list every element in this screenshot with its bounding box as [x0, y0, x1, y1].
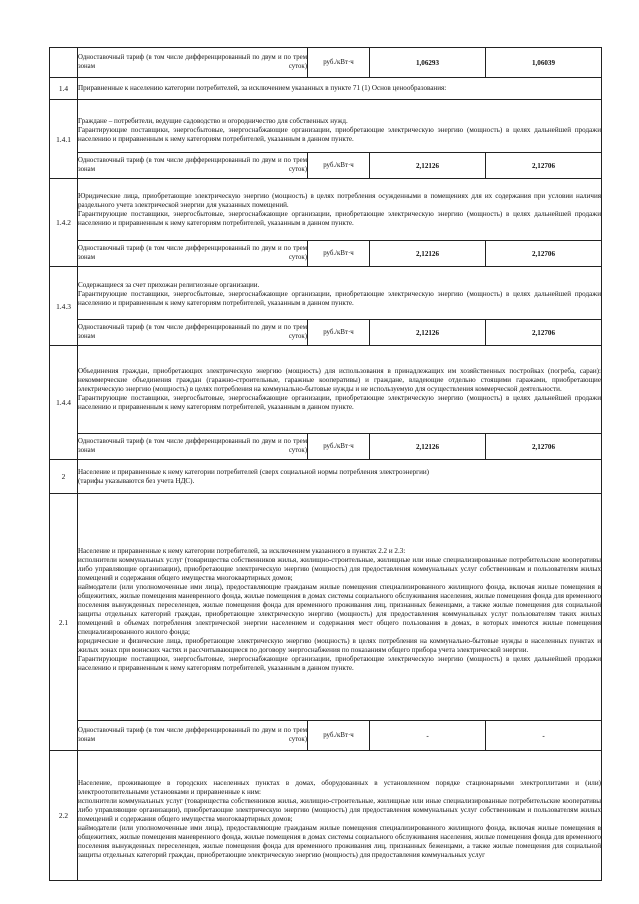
description-paragraph: Гарантирующие поставщики, энергосбытовые, энергоснабжающие организации, приобретающие электрическую энергию (мощность) в целях дальнейшей продажи населению и приравненным к нему категориям потребителей, указанным в данном пункте.	[78, 394, 601, 411]
category-description	[78, 751, 602, 881]
category-caption: Приравненные к населению категории потребителей, за исключением указанных в пункте 71 (1) Основ ценообразования:	[78, 78, 602, 100]
description-paragraph: Граждане – потребители, ведущие садоводство и огородничество для собственных нужд.	[78, 116, 348, 125]
table-row	[50, 267, 602, 320]
rate-label: Одноставочный тариф (в том числе дифференцированный по двум и по трем зонам суток)	[78, 48, 308, 78]
description-paragraph: Юридические лица, приобретающие электрическую энергию (мощность) в целях потребления осужденными в помещениях для их содержания при условии наличия раздельного учета электрической энергии для указанных помещений.	[78, 191, 601, 209]
tariff-value-2: 2,12706	[486, 241, 602, 267]
table-row	[50, 179, 602, 241]
category-description	[78, 267, 602, 320]
tariff-value-1: 2,12126	[370, 434, 486, 460]
tariff-value-2: 2,12706	[486, 153, 602, 179]
row-number: 2.1	[50, 494, 78, 751]
table-row	[50, 320, 602, 346]
tariff-value-2: 2,12706	[486, 320, 602, 346]
row-number: 1.4.4	[50, 346, 78, 460]
tariff-value-1: 2,12126	[370, 153, 486, 179]
rate-label: Одноставочный тариф (в том числе дифференцированный по двум и по трем зонам суток)	[78, 241, 308, 267]
tariff-value-1: -	[370, 721, 486, 751]
category-description	[78, 494, 602, 721]
tariff-table	[49, 47, 602, 881]
unit-cell: руб./кВт·ч	[308, 241, 370, 267]
description-paragraph: Население и приравненные к нему категории потребителей, за исключением указанного в пунктах 2.2 и 2.3:	[78, 547, 406, 555]
tariff-value-2: -	[486, 721, 602, 751]
tariff-value-1: 1,06293	[370, 48, 486, 78]
table-row	[50, 153, 602, 179]
row-number	[50, 48, 78, 78]
description-paragraph: наймодатели (или уполномоченные ими лица), предоставляющие гражданам жилые помещения специализированного жилищного фонда, включая жилые помещения в общежитиях, жилые помещения маневренного фонда, жилые помещения в домах системы социального обслуживания населения, жилые помещения фонда для временного поселения вынужденных переселенцев, жилые помещения фонда для временного проживания лиц, признанных беженцами, а также жилые помещения для социальной защиты отдельных категорий граждан, приобретающие электрическую энергию (мощность) для предоставления коммунальных услуг	[78, 824, 601, 859]
table-row	[50, 78, 602, 100]
unit-cell: руб./кВт·ч	[308, 434, 370, 460]
table-row	[50, 48, 602, 78]
description-paragraph: Население и приравненные к нему категории потребителей (сверх социальной нормы потребления электроэнергии)	[78, 467, 430, 476]
description-paragraph: Гарантирующие поставщики, энергосбытовые, энергоснабжающие организации, приобретающие электрическую энергию (мощность) в целях дальнейшей продажи населению и приравненным к нему категориям потребителей, указанным в данном пункте.	[78, 655, 601, 672]
table-row	[50, 721, 602, 751]
tariff-value-2: 1,06039	[486, 48, 602, 78]
unit-cell: руб./кВт·ч	[308, 48, 370, 78]
description-paragraph: Гарантирующие поставщики, энергосбытовые, энергоснабжающие организации, приобретающие электрическую энергию (мощность) в целях дальнейшей продажи населению и приравненным к нему категориям потребителей, указанным в данном пункте.	[78, 290, 601, 307]
description-paragraph: исполнители коммунальных услуг (товарищества собственников жилья, жилищно-строительные, жилищные или иные специализированные потребительские кооперативы либо управляющие организации), приобретающие электрическую энергию (мощность) для предоставления коммунальных услуг собственникам и пользователям жилых помещений и содержания общего имущества многоквартирных домов;	[78, 556, 601, 582]
description-paragraph: Население, проживающее в городских населенных пунктах в домах, оборудованных в установленном порядке стационарными электроплитами и (или) электроотопительными установками и приравненные к ним:	[78, 779, 601, 796]
table-row	[50, 460, 602, 494]
rate-label: Одноставочный тариф (в том числе дифференцированный по двум и по трем зонам суток)	[78, 153, 308, 179]
row-number: 1.4.1	[50, 100, 78, 179]
description-paragraph: наймодатели (или уполномоченные ими лица), предоставляющие гражданам жилые помещения специализированного жилищного фонда, включая жилые помещения в общежитиях, жилые помещения маневренного фонда, жилые помещения в домах системы социального обслуживания населения, жилые помещения фонда для временного поселения вынужденных переселенцев, жилые помещения фонда для временного проживания лиц, признанных беженцами, а также жилые помещения для социальной защиты отдельных категорий граждан, приобретающие электрическую энергию (мощность) для предоставления коммунальных услуг пользователям таких жилых помещений в объемах потребления электрической энергии населением и содержания мест общего пользования в домах, в которых имеются жилые помещения специализированного жилого фонда;	[78, 583, 601, 636]
table-row	[50, 346, 602, 434]
rate-label: Одноставочный тариф (в том числе дифференцированный по двум и по трем зонам суток)	[78, 434, 308, 460]
unit-cell: руб./кВт·ч	[308, 721, 370, 751]
row-number: 1.4.3	[50, 267, 78, 346]
description-paragraph: Объединения граждан, приобретающих электрическую энергию (мощность) для использования в принадлежащих им хозяйственных постройках (погреба, сараи): некоммерческие объединения граждан (гаражно-строительные, гаражные кооперативы) и граждане, владеющие отдельно стоящими гаражами, приобретающие электрическую энергию (мощность) в целях потребления на коммунально-бытовые нужды и не используемую для осуществления коммерческой деятельности.	[78, 367, 601, 393]
unit-cell: руб./кВт·ч	[308, 153, 370, 179]
tariff-value-1: 2,12126	[370, 241, 486, 267]
category-description	[78, 460, 602, 494]
description-paragraph: юридические и физические лица, приобретающие электрическую энергию (мощность) в целях потребления на коммунально-бытовые нужды в населенных пунктах и жилых зонах при воинских частях и рассчитывающиеся по договору энергоснабжения по показаниям общего прибора учета электрической энергии.	[78, 637, 601, 654]
table-row	[50, 751, 602, 881]
description-paragraph: Содержащиеся за счет прихожан религиозные организации.	[78, 281, 260, 289]
description-paragraph: Гарантирующие поставщики, энергосбытовые, энергоснабжающие организации, приобретающие электрическую энергию (мощность) в целях дальнейшей продажи населению и приравненным к нему категориям потребителей, указанным в данном пункте.	[78, 125, 601, 143]
category-description	[78, 179, 602, 241]
table-row	[50, 100, 602, 153]
description-paragraph: исполнители коммунальных услуг (товарищества собственников жилья, жилищно-строительные, жилищные или иные специализированные потребительские кооперативы либо управляющие организации), приобретающие электрическую энергию (мощность) для предоставления коммунальных услуг собственникам и пользователям жилых помещений и содержания общего имущества многоквартирных домов;	[78, 797, 601, 823]
table-row	[50, 434, 602, 460]
row-number: 1.4	[50, 78, 78, 100]
rate-label: Одноставочный тариф (в том числе дифференцированный по двум и по трем зонам суток)	[78, 721, 308, 751]
table-row	[50, 241, 602, 267]
tariff-value-2: 2,12706	[486, 434, 602, 460]
category-description	[78, 346, 602, 434]
row-number: 2	[50, 460, 78, 494]
row-number: 1.4.2	[50, 179, 78, 267]
rate-label: Одноставочный тариф (в том числе дифференцированный по двум и по трем зонам суток)	[78, 320, 308, 346]
tariff-value-1: 2,12126	[370, 320, 486, 346]
row-number: 2.2	[50, 751, 78, 881]
unit-cell: руб./кВт·ч	[308, 320, 370, 346]
description-paragraph: Гарантирующие поставщики, энергосбытовые, энергоснабжающие организации, приобретающие электрическую энергию (мощность) в целях дальнейшей продажи населению и приравненным к нему категориям потребителей, указанным в данном пункте.	[78, 209, 601, 227]
description-paragraph: (тарифы указываются без учета НДС).	[78, 476, 195, 485]
table-row	[50, 494, 602, 721]
category-description	[78, 100, 602, 153]
